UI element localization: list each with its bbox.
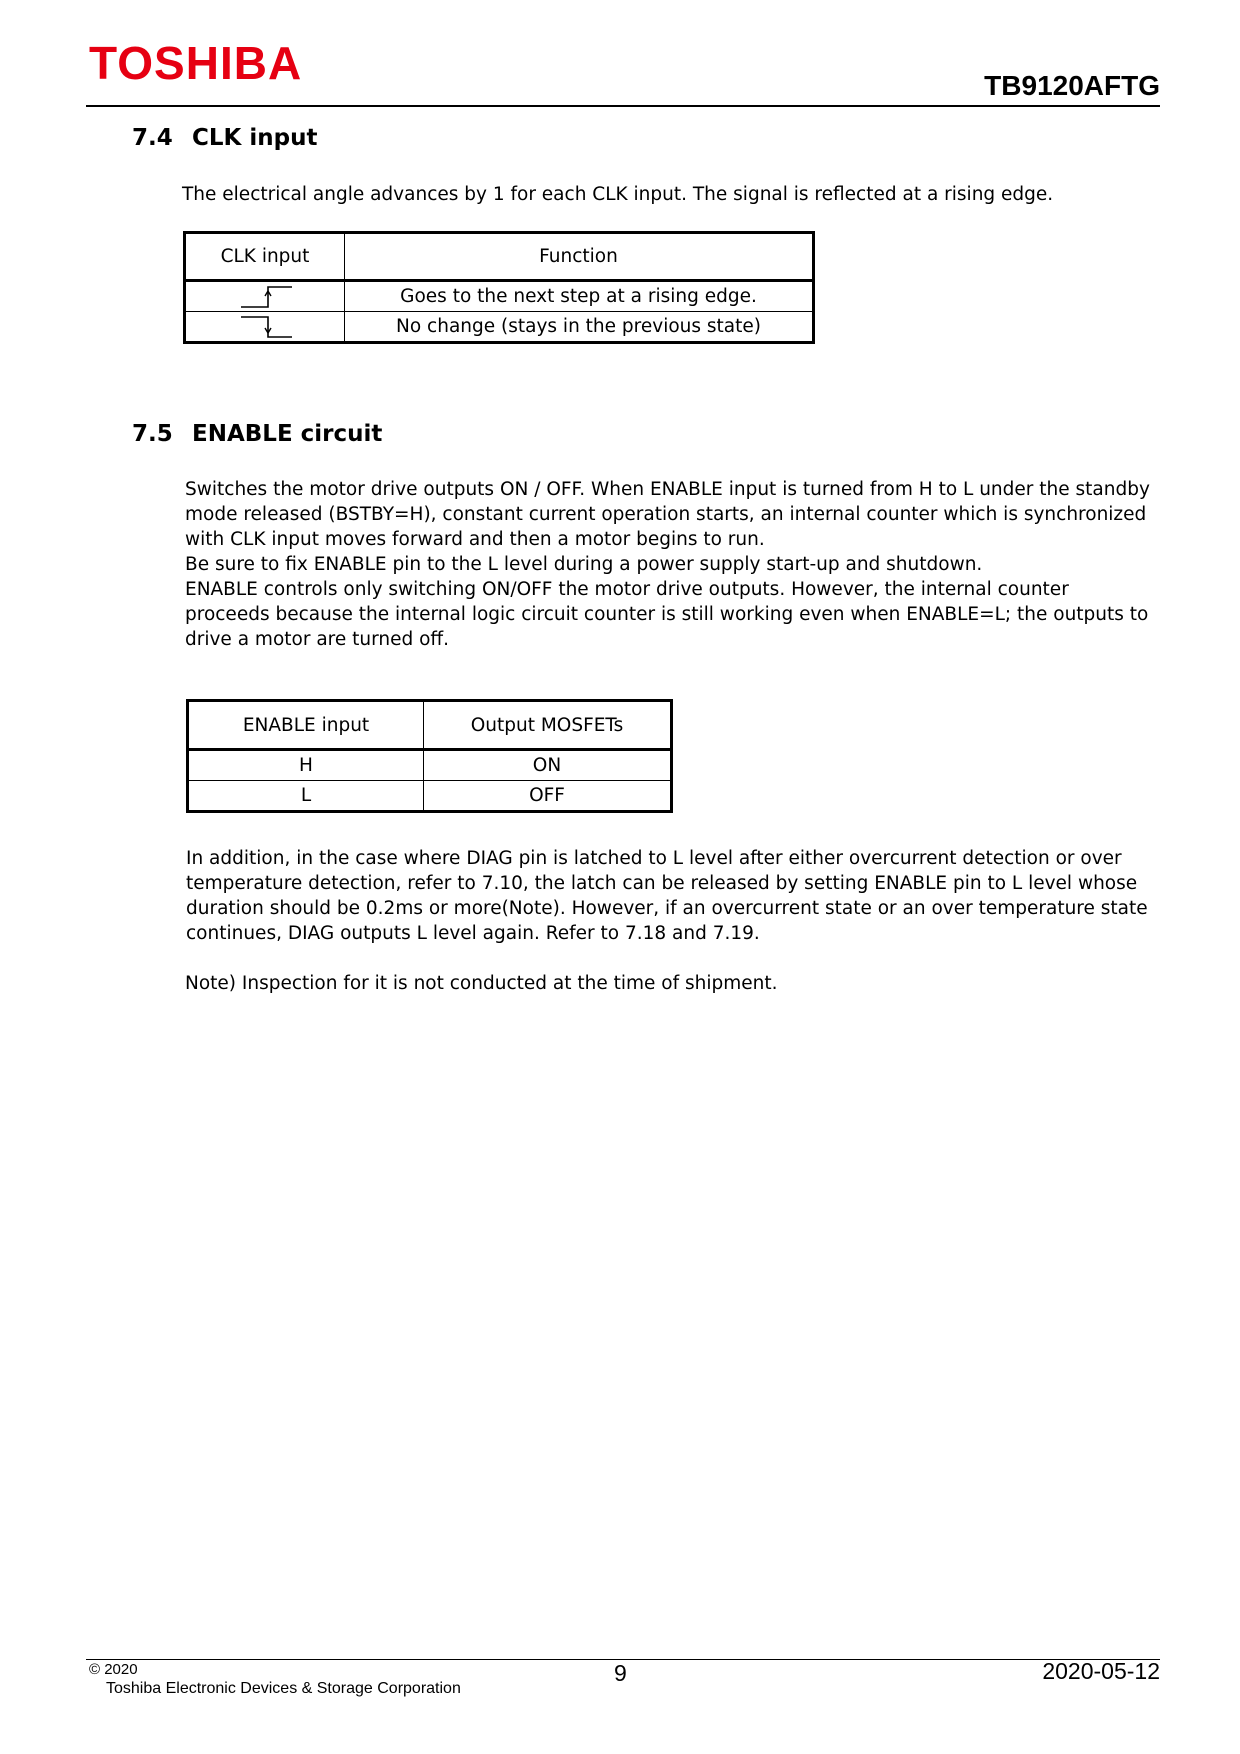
table-row: [185, 312, 814, 343]
paragraph-line: with CLK input moves forward and then a motor begins to run.: [185, 529, 765, 550]
output-cell: OFF: [424, 781, 672, 812]
function-cell: No change (stays in the previous state): [345, 312, 814, 343]
falling-edge-icon: [235, 313, 295, 341]
col-header-enable-input: ENABLE input: [188, 701, 424, 750]
toshiba-logo: TOSHIBA: [89, 37, 303, 89]
section-7-5-heading: [132, 421, 382, 447]
part-number: TB9120AFTG: [984, 70, 1160, 101]
copyright: © 2020: [89, 1661, 138, 1678]
paragraph-line: Be sure to fix ENABLE pin to the L level during a power supply start-up and shutdown.: [185, 554, 983, 575]
company-name: Toshiba Electronic Devices & Storage Corporation: [106, 1680, 461, 1697]
col-header-function: Function: [345, 233, 814, 281]
col-header-output-mosfets: Output MOSFETs: [424, 701, 672, 750]
document-date: 2020-05-12: [1042, 1658, 1160, 1684]
section-title: CLK input: [192, 125, 318, 151]
paragraph-line: In addition, in the case where DIAG pin is latched to L level after either overcurrent detection or over: [186, 848, 1122, 869]
paragraph-line: temperature detection, refer to 7.10, the latch can be released by setting ENABLE pin to L level whose: [186, 873, 1138, 894]
enable-input-cell: L: [188, 781, 424, 812]
section-number: 7.5: [132, 421, 173, 447]
paragraph-line: continues, DIAG outputs L level again. Refer to 7.18 and 7.19.: [186, 923, 760, 944]
table-header-row: [188, 701, 672, 750]
clk-input-table: [183, 231, 815, 344]
section-number: 7.4: [132, 125, 173, 151]
paragraph-line: duration should be 0.2ms or more(Note). However, if an overcurrent state or an over temperature state: [186, 898, 1148, 919]
enable-input-cell: H: [188, 750, 424, 781]
function-cell: Goes to the next step at a rising edge.: [345, 281, 814, 312]
table-row: [188, 750, 672, 781]
table-header-row: [185, 233, 814, 281]
clk-intro-text: The electrical angle advances by 1 for each CLK input. The signal is reflected at a rising edge.: [182, 184, 1054, 205]
paragraph-line: Switches the motor drive outputs ON / OFF. When ENABLE input is turned from H to L under the standby: [185, 479, 1150, 500]
header-divider: [86, 105, 1160, 107]
paragraph-line: proceeds because the internal logic circuit counter is still working even when ENABLE=L; the outputs to: [185, 604, 1149, 625]
paragraph-line: ENABLE controls only switching ON/OFF the motor drive outputs. However, the internal counter: [185, 579, 1069, 600]
rising-edge-cell: [185, 281, 345, 312]
paragraph-line: drive a motor are turned off.: [185, 629, 450, 650]
enable-input-table: [186, 699, 673, 813]
inspection-note: Note) Inspection for it is not conducted at the time of shipment.: [185, 973, 778, 994]
diag-latch-description: [186, 846, 1166, 946]
falling-edge-cell: [185, 312, 345, 343]
col-header-clk-input: CLK input: [185, 233, 345, 281]
output-cell: ON: [424, 750, 672, 781]
section-7-4-heading: [132, 125, 317, 151]
page-number: 9: [614, 1660, 627, 1686]
enable-description: [185, 477, 1165, 652]
paragraph-line: mode released (BSTBY=H), constant current operation starts, an internal counter which is synchronized: [185, 504, 1147, 525]
rising-edge-icon: [235, 283, 295, 311]
table-row: [185, 281, 814, 312]
table-row: [188, 781, 672, 812]
section-title: ENABLE circuit: [192, 421, 383, 447]
